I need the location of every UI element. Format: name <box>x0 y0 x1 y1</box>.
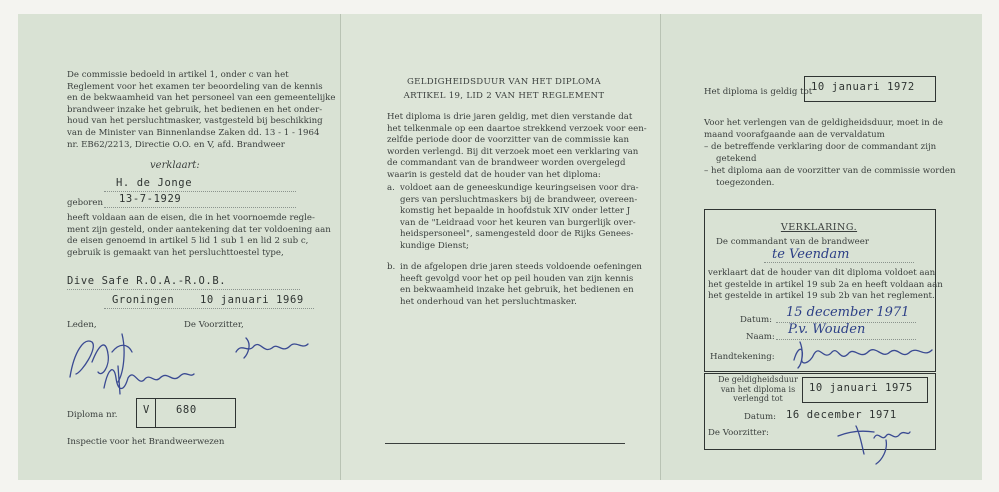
diploma-nr-label: Diploma nr. <box>67 410 118 420</box>
validity-title-line2: ARTIKEL 19, LID 2 VAN HET REGLEMENT <box>403 91 605 101</box>
left-intro-paragraph: De commissie bedoeld in artikel 1, onder c van het Reglement voor het examen ter beoordeling van de kennis en de bekwaamheid van het personeel van een gemeentelijke brandweer inzake het gebruik, het bedienen en het onder- houd van het persluchtmasker, vastgesteld bij beschikking van de Minister van Binnenlandse Zaken dd. 13 - 1 - 1964 nr. EB62/2213, Directie O.O. en V, afd. Brandweer <box>67 70 336 150</box>
device-type: Dive Safe R.O.A.-R.O.B. <box>67 275 227 287</box>
item-a-marker: a. <box>387 183 395 193</box>
verklaart-label: verklaart: <box>150 160 200 171</box>
left-body-paragraph: heeft voldaan aan de eisen, die in het voornoemde regle- ment zijn gesteld, onder aantekening dat ter voldoening aan de eisen genoemd in artikel 5 lid 1 sub 1 en lid 2 sub c, gebruik is gemaakt van het persluchttoestel type, <box>67 213 331 258</box>
valid-until-date: 10 januari 1972 <box>811 81 915 93</box>
leden-label: Leden, <box>67 320 97 330</box>
extended-until-date: 10 januari 1975 <box>809 382 913 394</box>
valid-until-label: Het diploma is geldig tot <box>704 87 813 97</box>
datum-handwritten: 15 december 1971 <box>786 305 910 320</box>
voorzitter-signature-2 <box>834 420 914 466</box>
place-date-dotted-line <box>104 308 314 309</box>
commandant-place-handwritten: te Veendam <box>772 247 850 262</box>
inspectie-footer: Inspectie voor het Brandweerwezen <box>67 437 225 447</box>
geboren-label: geboren <box>67 198 103 208</box>
commandant-place-dotted-line <box>764 262 914 263</box>
voorzitter-label: De Voorzitter, <box>184 320 244 330</box>
renewal-intro: Voor het verlengen van de geldigheidsduur, moet in de maand voorafgaande aan de vervaldatum <box>704 118 944 140</box>
datum-label: Datum: <box>740 315 773 325</box>
verklaring-title: VERKLARING. <box>780 222 858 233</box>
issue-date: 10 januari 1969 <box>200 294 304 306</box>
fold-line-right <box>660 14 661 480</box>
diploma-box-divider <box>155 399 156 427</box>
diploma-number: 680 <box>176 404 197 416</box>
item-b-paragraph: in de afgelopen drie jaren steeds voldoende oefeningen heeft gevolgd voor het op peil houden van zijn kennis en bekwaamheid inzake het gebruik, het bedienen en het onderhoud van het persluchtmasker. <box>400 262 642 307</box>
commandant-label: De commandant van de brandweer <box>716 237 869 247</box>
item-a-paragraph: voldoet aan de geneeskundige keuringseisen voor dra- gers van persluchtmaskers bij de brandweer, overeen- komstig het bepaalde in hoofdstuk XIV onder letter J van de "Leidraad voor het keuren van burgerlijk over- heidspersoneel", samengesteld door de Rijks Genees- kundige Dienst; <box>400 183 639 251</box>
verklaring-text: verklaart dat de houder van dit diploma voldoet aan het gestelde in artikel 19 sub 2a en heeft voldaan aan het gestelde in artikel 19 sub 2b van het reglement. <box>708 268 943 302</box>
diploma-series: V <box>143 404 150 416</box>
voorzitter2-label: De Voorzitter: <box>708 428 769 438</box>
datum2-value: 16 december 1971 <box>786 409 897 421</box>
signature-line <box>385 443 625 444</box>
commandant-signature <box>790 340 940 370</box>
naam-handwritten: P.v. Wouden <box>788 322 866 337</box>
device-dotted-line <box>67 289 300 290</box>
handtekening-label: Handtekening: <box>710 352 775 362</box>
datum2-label: Datum: <box>744 412 777 422</box>
voorzitter-signature <box>232 334 312 364</box>
birth-date: 13-7-1929 <box>119 193 182 205</box>
item-b-marker: b. <box>387 262 396 272</box>
holder-name: H. de Jonge <box>116 177 193 189</box>
renewal-bullet-2: – het diploma aan de voorzitter van de commissie worden toegezonden. <box>704 166 956 188</box>
birth-dotted-line <box>104 207 296 208</box>
extended-label: De geldigheidsduur van het diploma is verlengd tot <box>718 375 798 403</box>
issue-place: Groningen <box>112 294 175 306</box>
naam-label: Naam: <box>746 332 775 342</box>
member-signature-2 <box>98 358 208 398</box>
validity-intro-paragraph: Het diploma is drie jaren geldig, met dien verstande dat het telkenmale op een daartoe strekkend verzoek voor een- zelfde periode door de voorzitter van de commissie kan worden verlengd. Bij dit verzoek moet een verklaring van de commandant van de brandweer worden overgelegd waarin is gesteld dat de houder van het diploma: <box>387 112 647 180</box>
name-dotted-line <box>104 191 296 192</box>
fold-line-left <box>340 14 341 480</box>
renewal-bullet-1: – de betreffende verklaring door de commandant zijn getekend <box>704 142 937 164</box>
validity-title-line1: GELDIGHEIDSDUUR VAN HET DIPLOMA <box>407 77 601 87</box>
